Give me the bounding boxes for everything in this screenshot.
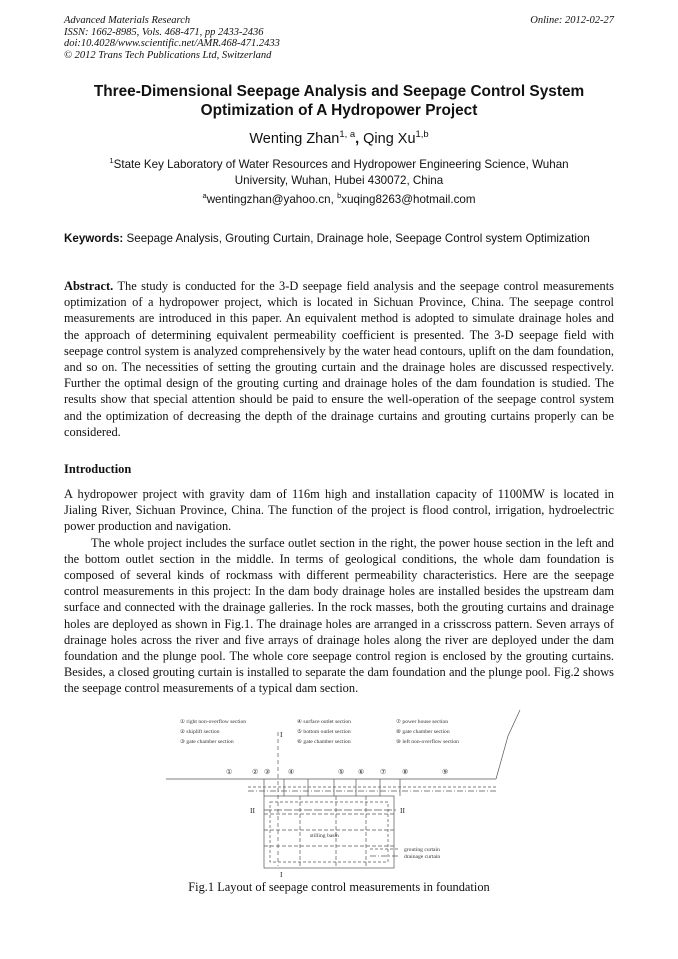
email-2: xuqing8263@hotmail.com xyxy=(341,193,476,206)
section-mark: ⑦ xyxy=(380,768,387,776)
introduction-body xyxy=(64,486,614,697)
intro-paragraph-1: A hydropower project with gravity dam of 116m high and installation capacity of 1100MW is located in Jialing River, Sichuan Province, China. The function of the project is flood control, irrigation, hydroelectric power production and navigation. xyxy=(64,487,614,534)
section-mark: ③ xyxy=(264,768,271,776)
section-mark: ⑧ xyxy=(402,768,409,776)
section-mark: ⑥ xyxy=(358,768,365,776)
legend-item: ③ gate chamber section xyxy=(180,739,234,745)
title-line-1: Three-Dimensional Seepage Analysis and Seepage Control System xyxy=(93,83,585,100)
legend-item: ⑨ left non-overflow section xyxy=(396,739,459,745)
section-i-label-top: I xyxy=(280,730,283,739)
section-mark: ④ xyxy=(288,768,295,776)
email-1: wentingzhan@yahoo.cn, xyxy=(206,193,334,206)
legend-item: ① right non-overflow section xyxy=(180,719,247,725)
legend-item: ⑥ gate chamber section xyxy=(297,739,351,745)
legend-item: ② shiplift section xyxy=(180,729,220,735)
introduction-heading: Introduction xyxy=(64,462,132,476)
legend-item: ⑧ gate chamber section xyxy=(396,729,450,735)
abstract-text: The study is conducted for the 3-D seepage field analysis and the seepage control measurements optimization of a hydropower project, which is located in Sichuan Province, China. The seepage control measurements are introduced in this paper. An equivalent method is adopted to simulate drainage holes and the approach of determining equivalent permeability coefficient is presented. The 3-D seepage field with seepage control system is analyzed comprehensively by the water head contours, uplift on the dam foundation, and so on. The necessities of setting the grouting curtain and the drainage holes are discussed respectively. Further the optimal design of the grouting curting and drainage holes of the dam foundation is studied. The results show that special attention should be paid to ensure the well-operation of the seepage control system and the optimization of decreasing the depth of the drainage curtains and grouting curtains properly can be considered. xyxy=(64,279,614,439)
paper-title xyxy=(40,83,638,120)
online-date: Online: 2012-02-27 xyxy=(530,15,614,26)
affiliation-line-2: University, Wuhan, Hubei 430072, China xyxy=(234,174,444,187)
author-2: Qing Xu xyxy=(363,131,416,147)
legend-item: ⑤ bottom outlet section xyxy=(297,729,351,735)
author-separator: , xyxy=(355,131,360,147)
copyright-line: © 2012 Trans Tech Publications Ltd, Switzerland xyxy=(64,49,272,61)
email-sup-a: a xyxy=(202,191,207,201)
section-i-label-bottom: I xyxy=(280,870,283,878)
keywords-label: Keywords: xyxy=(64,232,124,245)
doi-line: doi:10.4028/www.scientific.net/AMR.468-471.2433 xyxy=(64,38,280,49)
intro-paragraph-2: The whole project includes the surface outlet section in the right, the power house section in the left and the bottom outlet section in the middle. In terms of geological conditions, the whole dam foundation is composed of several kinds of rockmass with different permeability characteristics. Here are the seepage control measurements in this project: In the dam body drainage holes are installed besides the upstream dam surface and connected with the drainage galleries. In the rock masses, both the grouting curtains and drainage holes are deployed as shown in Fig.1. The drainage holes are arranged in a crisscross pattern. Seven arrays of drainage holes across the river and five arrays of drainage holes along the river are deployed under the dam foundation and the plunge pool. The whole core seepage control region is enclosed by the grouting curtains. Besides, a closed grouting curtain is installed to separate the dam foundation and the plunge pool. Fig.2 shows the seepage control measurements of a typical dam section. xyxy=(64,535,614,696)
affiliation xyxy=(60,157,618,189)
figure-1 xyxy=(160,706,522,878)
legend-item: ⑦ power house section xyxy=(396,719,449,725)
keywords xyxy=(64,231,614,247)
affiliation-line-1: State Key Laboratory of Water Resources and Hydropower Engineering Science, Wuhan xyxy=(113,158,569,171)
author-line xyxy=(40,128,638,147)
abstract-label: Abstract. xyxy=(64,279,114,293)
stilling-basin-outline xyxy=(264,796,394,868)
figure-1-caption: Fig.1 Layout of seepage control measurements in foundation xyxy=(188,880,490,894)
section-mark: ② xyxy=(252,768,259,776)
stilling-basin-grouting xyxy=(270,802,388,862)
abstract xyxy=(64,278,614,440)
author-1: Wenting Zhan xyxy=(249,131,340,147)
key-drainage-label: drainage curtain xyxy=(404,854,441,860)
section-ii-label-right: II xyxy=(400,806,405,815)
key-grouting-label: grouting curtain xyxy=(404,847,440,853)
section-mark: ① xyxy=(226,768,233,776)
author-2-sup: 1,b xyxy=(415,128,429,140)
title-line-2: Optimization of A Hydropower Project xyxy=(200,101,478,119)
legend-item: ④ surface outlet section xyxy=(297,719,351,725)
stilling-basin-label: stilling basin xyxy=(310,833,339,839)
keywords-text: Seepage Analysis, Grouting Curtain, Drainage hole, Seepage Control system Optimization xyxy=(126,232,590,245)
affiliation-sup: 1 xyxy=(109,156,114,166)
author-1-sup: 1, a xyxy=(339,128,356,140)
section-mark: ⑨ xyxy=(442,768,449,776)
journal-header xyxy=(64,15,280,61)
issn-line: ISSN: 1662-8985, Vols. 468-471, pp 2433-2436 xyxy=(64,26,264,38)
email-sup-b: b xyxy=(337,191,342,201)
right-bank-line xyxy=(496,710,520,779)
journal-name: Advanced Materials Research xyxy=(64,15,191,26)
section-mark: ⑤ xyxy=(338,768,345,776)
section-ii-label-left: II xyxy=(250,806,255,815)
email-line xyxy=(40,193,638,206)
